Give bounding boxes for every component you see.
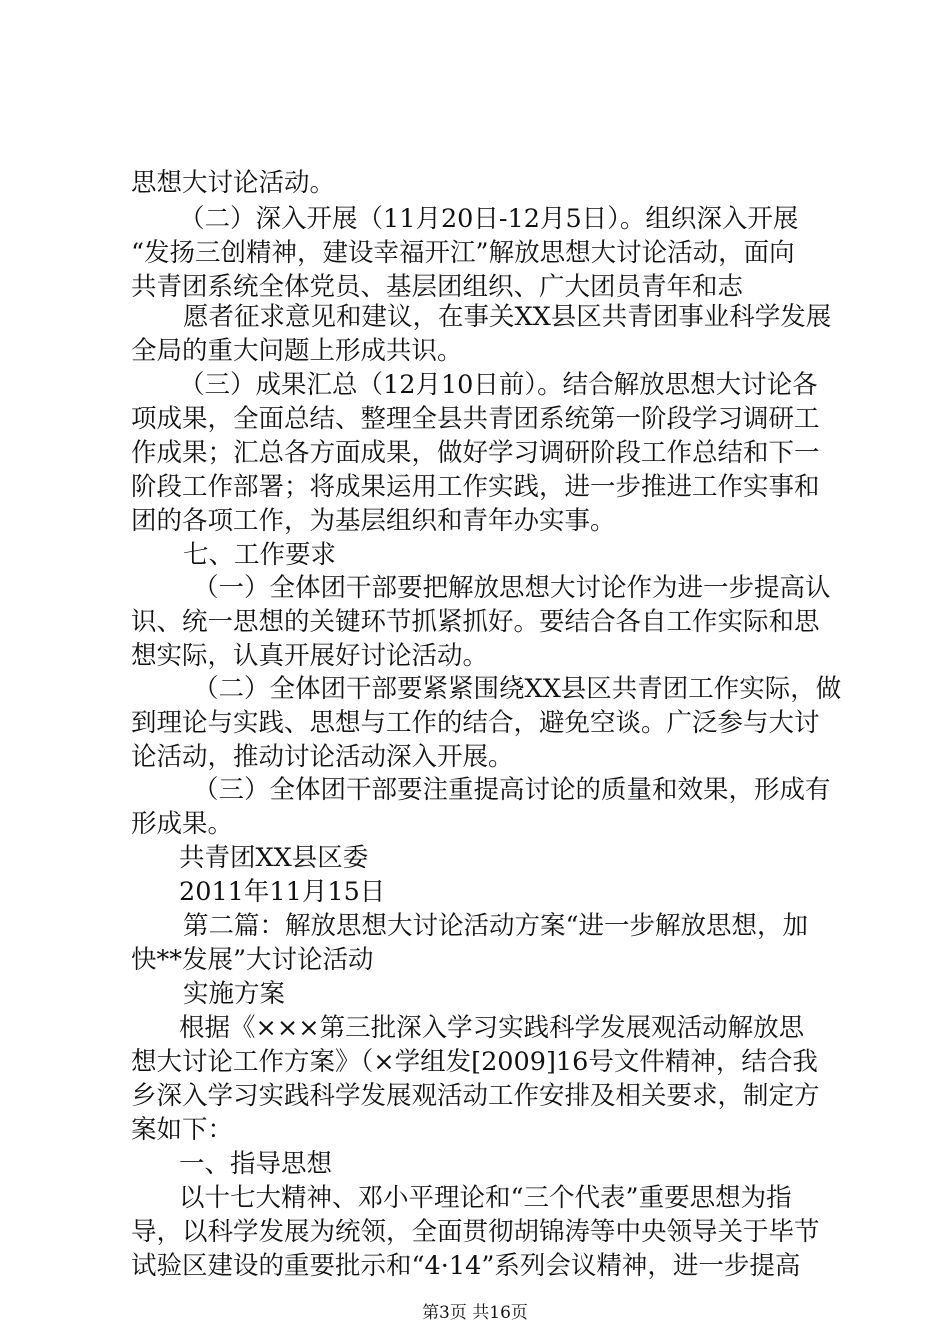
text-line: 根据《×××第三批深入学习实践科学发展观活动解放思	[179, 1013, 805, 1043]
text-line: 案如下：	[131, 1115, 234, 1145]
text-line: 到理论与实践、思想与工作的结合，避免空谈。广泛参与大讨	[131, 708, 820, 738]
text-line: 阶段工作部署；将成果运用工作实践，进一步推进工作实事和	[131, 472, 820, 502]
text-line: 乡深入学习实践科学发展观活动工作安排及相关要求，制定方	[131, 1081, 820, 1111]
text-line: 论活动，推动讨论活动深入开展。	[131, 742, 514, 772]
page-number: 第3页 共16页	[422, 1303, 528, 1323]
chapter-title-cont: 快**发展”大讨论活动	[131, 945, 374, 975]
text-line: 导，以科学发展为统领，全面贯彻胡锦涛等中央领导关于毕节	[131, 1217, 820, 1247]
subtitle: 实施方案	[183, 979, 286, 1009]
section-heading: 七、工作要求	[183, 540, 337, 570]
text-line: 项成果，全面总结、整理全县共青团系统第一阶段学习调研工	[131, 404, 820, 434]
text-line: （二）深入开展（11月20日-12月5日）。组织深入开展	[179, 204, 799, 234]
text-line: （三）成果汇总（12月10日前）。结合解放思想大讨论各	[179, 370, 818, 400]
chapter-title: 第二篇：解放思想大讨论活动方案“进一步解放思想，加	[183, 911, 809, 941]
section-heading: 一、指导思想	[179, 1149, 333, 1179]
text-line: “发扬三创精神，建设幸福开江”解放思想大讨论活动，面向	[131, 238, 795, 268]
text-line: 识、统一思想的关键环节抓紧抓好。要结合各自工作实际和思	[131, 607, 820, 637]
signature-date: 2011年11月15日	[179, 877, 386, 907]
text-line: （一）全体团干部要把解放思想大讨论作为进一步提高认	[193, 573, 831, 603]
text-line: 团的各项工作，为基层组织和青年办实事。	[131, 506, 616, 536]
text-line: 共青团系统全体党员、基层团组织、广大团员青年和志	[131, 272, 744, 302]
text-line: 以十七大精神、邓小平理论和“三个代表”重要思想为指	[179, 1183, 792, 1213]
text-line: 作成果；汇总各方面成果，做好学习调研阶段工作总结和下一	[131, 438, 820, 468]
text-line: 试验区建设的重要批示和“4·14”系列会议精神，进一步提高	[131, 1251, 801, 1281]
text-line: 想大讨论工作方案》（×学组发[2009]16号文件精神，结合我	[131, 1047, 818, 1077]
text-line: 形成果。	[131, 809, 234, 839]
text-line: 想实际，认真开展好讨论活动。	[131, 641, 489, 671]
text-line: （二）全体团干部要紧紧围绕XX县区共青团工作实际，做	[193, 674, 842, 704]
text-line: 全局的重大问题上形成共识。	[131, 336, 463, 366]
text-line: 愿者征求意见和建议，在事关XX县区共青团事业科学发展	[183, 302, 832, 332]
text-line: （三）全体团干部要注重提高讨论的质量和效果，形成有	[193, 775, 831, 805]
signature-org: 共青团XX县区委	[179, 843, 369, 873]
text-line: 思想大讨论活动。	[131, 168, 336, 198]
